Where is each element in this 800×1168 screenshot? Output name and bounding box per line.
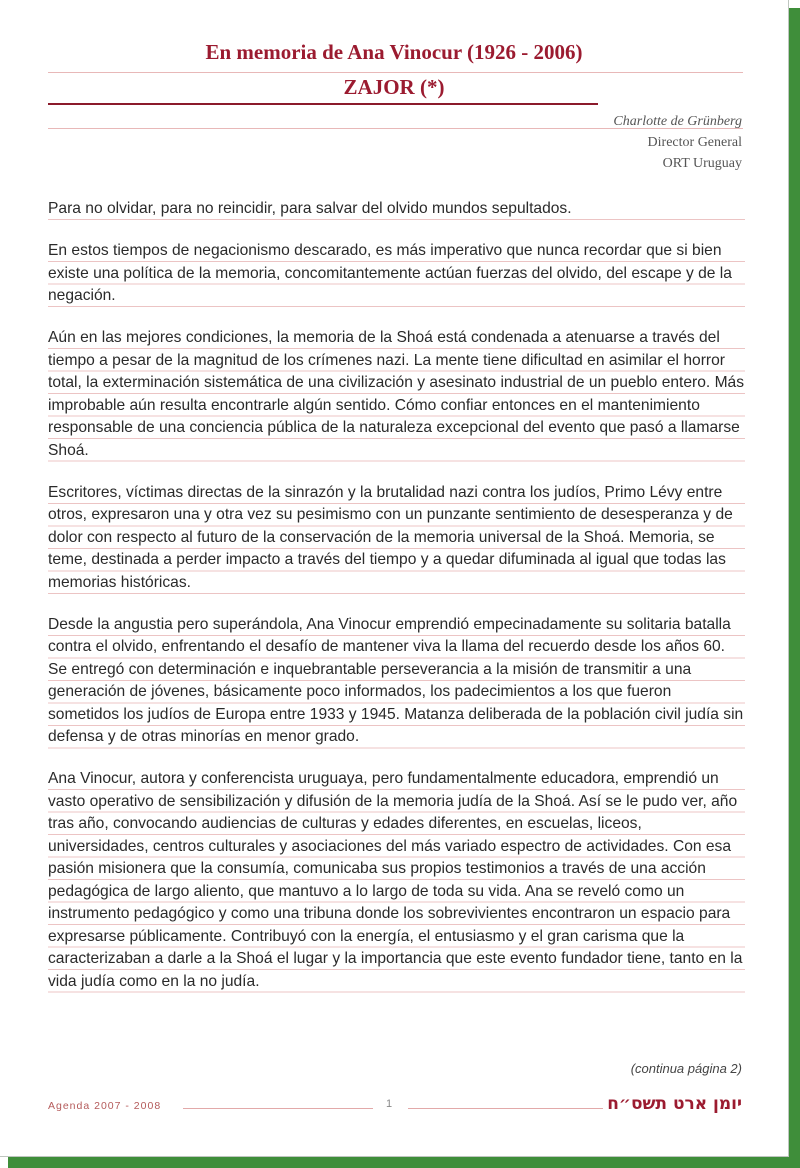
page-shadow-bottom: [8, 1157, 800, 1168]
subtitle-rule: [48, 103, 598, 105]
byline: [613, 111, 742, 174]
byline-role: Director General: [647, 135, 742, 150]
page-title: En memoria de Ana Vinocur (1926 - 2006): [205, 40, 583, 64]
paragraph: Para no olvidar, para no reincidir, para salvar del olvido mundos sepultados.: [48, 198, 745, 221]
byline-author: Charlotte de Grünberg: [613, 114, 742, 129]
footer-rule-left: [183, 1108, 373, 1109]
continuation-note: (continua página 2): [630, 1061, 742, 1076]
page-number: 1: [386, 1098, 393, 1110]
paragraph: Aún en las mejores condiciones, la memoria de la Shoá está condenada a atenuarse a través del tiempo a pesar de la magnitud de los crímenes nazi. La mente tiene dificultad en asimilar el horror total, la exterminación sistemática de una civilización y asesinato industrial de un pueblo entero. Más improbable aún resulta encontrarle algún sentido. Cómo confiar entonces en el mantenimiento responsable de una conciencia pública de la naturaleza excepcional del evento que pasó a llamarse Shoá.: [48, 327, 745, 462]
page-subtitle: ZAJOR (*): [343, 75, 445, 99]
byline-org: ORT Uruguay: [662, 156, 742, 171]
page-shadow-right: [789, 8, 800, 1168]
paragraph: Desde la angustia pero superándola, Ana Vinocur emprendió empecinadamente su solitaria batalla contra el olvido, enfrentando el desafío de mantener viva la llama del recuerdo desde los años 60. Se entregó con determinación e inquebrantable perseverancia a la misión de transmitir a una generación de jóvenes, básicamente poco informados, los padecimientos a los que fueron sometidos los judíos de Europa entre 1933 y 1945. Matanza deliberada de la población civil judía sin defensa y de otras minorías en menor grado.: [48, 614, 745, 749]
title-divider: [48, 72, 743, 73]
paragraph: Escritores, víctimas directas de la sinrazón y la brutalidad nazi contra los judíos, Primo Lévy entre otros, expresaron una y otra vez su pesimismo con un punzante sentimiento de desesperanza y de dolor con respecto al futuro de la conservación de la memoria universal de la Shoá. Memoria, se teme, destinada a perder impacto a través del tiempo y a quedar difuminada al igual que todas las memorias históricas.: [48, 482, 745, 595]
footer-agenda: Agenda 2007 - 2008: [48, 1100, 162, 1112]
paragraph: Ana Vinocur, autora y conferencista uruguaya, pero fundamentalmente educadora, emprendió un vasto operativo de sensibilización y difusión de la memoria judía de la Shoá. Así se le pudo ver, año tras año, convocando audiencias de culturas y edades diferentes, en escuelas, liceos, universidades, centros culturales y asociaciones del más variado espectro de actividades. Con esa pasión misionera que la consumía, comunicaba sus propios testimonios a través de una acción pedagógica de largo aliento, que mantuvo a lo largo de toda su vida. Ana se reveló como un instrumento pedagógico y como una tribuna donde los sobrevivientes encontraron un espacio para expresarse públicamente. Contribuyó con la energía, el entusiasmo y el gran carisma que la caracterizaban a darle a la Shoá el lugar y la importancia que este evento fundador tiene, tanto en la vida judía como en la no judía.: [48, 768, 745, 993]
paragraph: En estos tiempos de negacionismo descarado, es más imperativo que nunca recordar que si bien existe una política de la memoria, concomitantemente actúan fuerzas del olvido, del escape y de la negación.: [48, 240, 745, 308]
article-body: [48, 198, 745, 1013]
footer-hebrew-title: יומן ארט תשס״ח: [607, 1094, 742, 1114]
footer-rule-right: [408, 1108, 603, 1109]
